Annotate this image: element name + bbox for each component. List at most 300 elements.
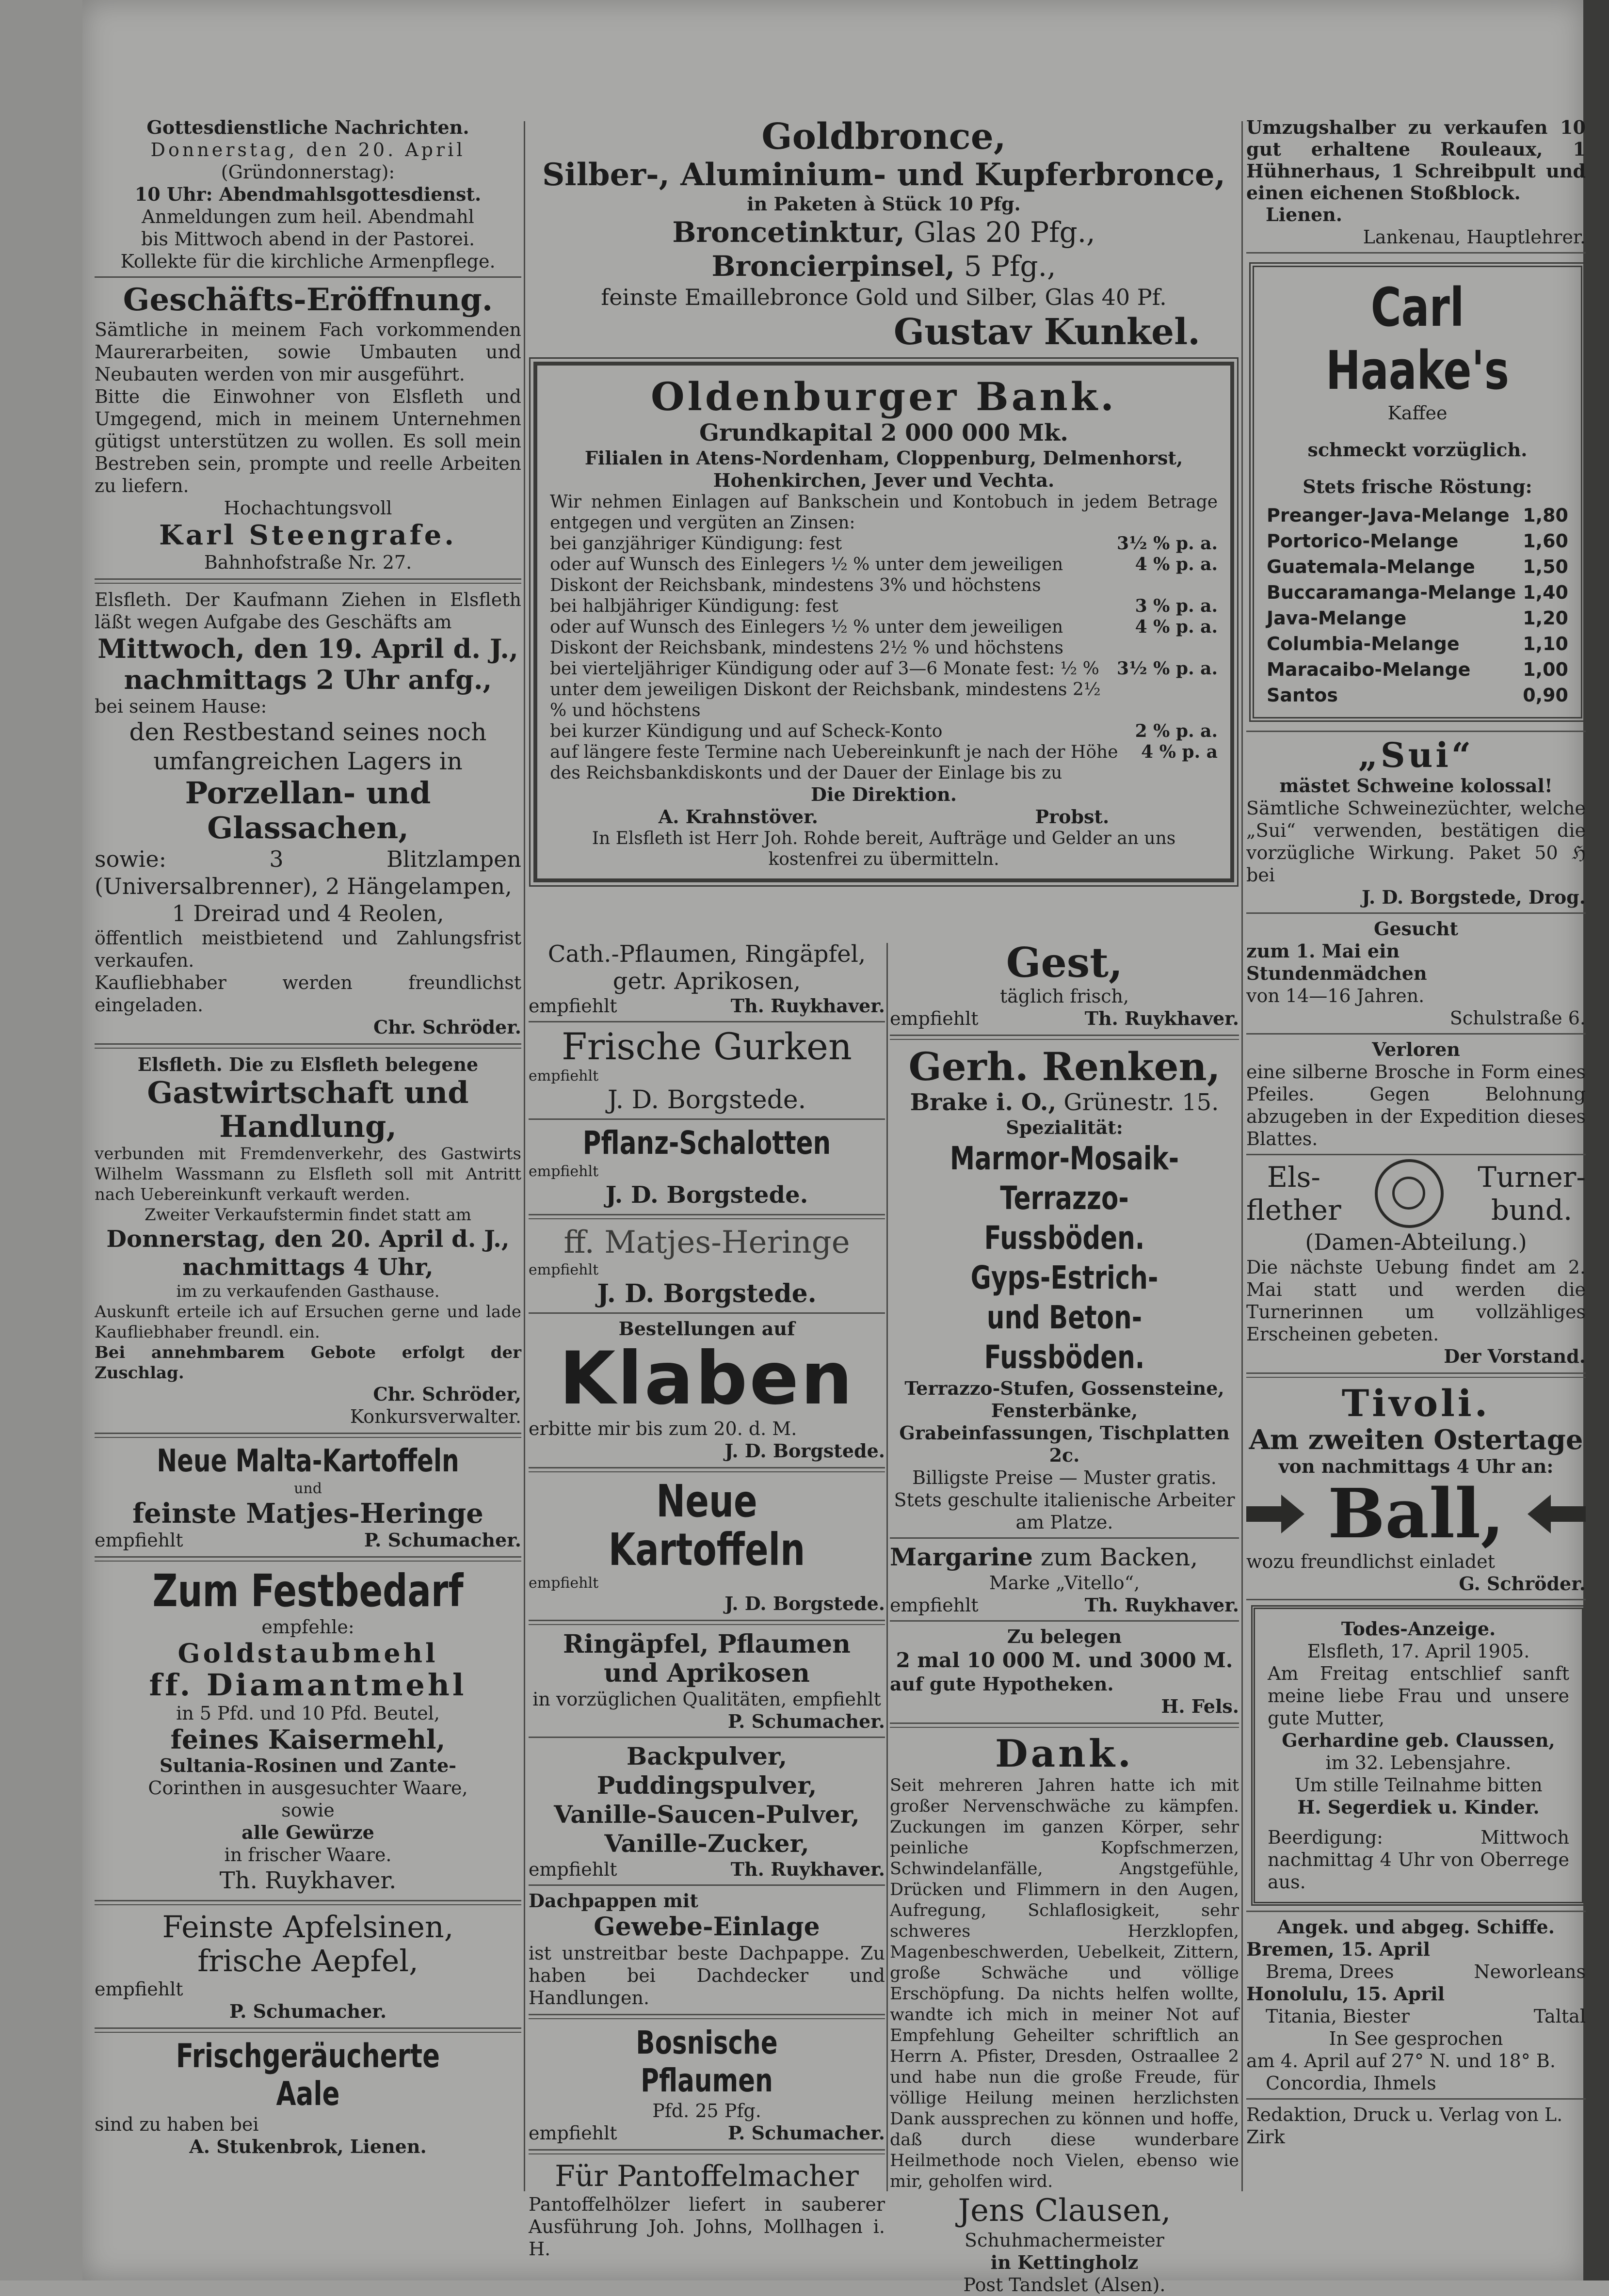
text: Terrazzo-Stufen, Gossensteine, Fensterbänke, bbox=[904, 1377, 1224, 1421]
interest-rates bbox=[550, 533, 1218, 783]
ad-geschaefts-eroeffnung bbox=[95, 282, 521, 574]
text: Donnerstag, den 20. April bbox=[150, 139, 466, 160]
text: Am Freitag entschlief sanft meine liebe Frau und unsere gute Mutter, bbox=[1268, 1663, 1569, 1729]
ad-gastwirtschaft bbox=[95, 1053, 521, 1428]
text: Post Tandslet (Alsen). bbox=[963, 2274, 1166, 2296]
signature: Th. Ruykhaver. bbox=[730, 1858, 885, 1880]
heading: Zum Festbedarf bbox=[152, 1565, 464, 1617]
signature: Gustav Kunkel. bbox=[893, 311, 1200, 353]
place: Lienen. bbox=[1266, 204, 1342, 225]
ad-matjes bbox=[529, 1224, 885, 1308]
signature: G. Schröder. bbox=[1459, 1573, 1586, 1594]
interest-term: bei ganzjähriger Kündigung: fest bbox=[550, 534, 842, 554]
destination: Neworleans bbox=[1474, 1961, 1586, 1982]
text: Zweiter Verkaufstermin findet statt am bbox=[145, 1205, 471, 1225]
text: im 32. Lebensjahre. bbox=[1325, 1752, 1512, 1773]
heading: Dank. bbox=[995, 1732, 1134, 1776]
interest-rate: 4 % p. a. bbox=[1135, 554, 1218, 574]
text: Kollekte für die kirchliche Armenpflege. bbox=[120, 251, 496, 272]
text: verbunden mit Fremdenverkehr, des Gastwirts Wilhelm Wassmann zu Elsfleth soll mit Antritt nach Uebereinkunft verkauft werden. bbox=[95, 1144, 521, 1204]
ad-auktion-ziehen bbox=[95, 589, 521, 1038]
ad-umzug bbox=[1246, 116, 1586, 248]
ad-malta-kartoffeln bbox=[95, 1443, 521, 1551]
coffee-row bbox=[1267, 657, 1568, 683]
ad-oldenburger-bank bbox=[533, 362, 1234, 882]
empfiehlt-label: empfiehlt bbox=[890, 1594, 979, 1616]
signature: H. Fels. bbox=[1161, 1695, 1239, 1717]
date: Mittwoch, den 19. April d. J., bbox=[97, 633, 518, 664]
ad-dachpappen bbox=[529, 1890, 885, 2009]
text: Corinthen in ausgesuchter Waare, bbox=[148, 1777, 468, 1799]
ad-renken bbox=[890, 1045, 1239, 1533]
heading: Gest, bbox=[1006, 939, 1123, 987]
heading: Feinste Apfelsinen, bbox=[162, 1909, 454, 1945]
interest-row bbox=[550, 596, 1218, 617]
coffee-name: Santos bbox=[1267, 685, 1338, 706]
text: Die nächste Uebung findet am 2. Mai statt und werden die Turnerinnen um vollzähliges Erscheinen gebeten. bbox=[1246, 1257, 1586, 1345]
signature: J. D. Borgstede, Drog. bbox=[1361, 886, 1586, 908]
interest-rate: 3½ % p. a. bbox=[1117, 658, 1218, 679]
text: sind zu haben bei bbox=[95, 2114, 259, 2135]
interest-row bbox=[550, 658, 1218, 721]
heading: „Sui“ bbox=[1358, 735, 1474, 775]
heading: Verloren bbox=[1372, 1038, 1460, 1060]
subheading: Kaffee bbox=[1387, 402, 1448, 424]
direktion: Die Direktion. bbox=[811, 783, 957, 805]
product: Broncierpinsel, bbox=[711, 250, 955, 283]
divider bbox=[1246, 1033, 1586, 1035]
product: Terrazzo-Fussböden. bbox=[984, 1180, 1145, 1257]
text: in Paketen à Stück 10 Pfg. bbox=[747, 193, 1021, 215]
ad-bronce bbox=[529, 116, 1239, 353]
heading: Gewebe-Einlage bbox=[594, 1912, 820, 1942]
price: Pfd. 25 Pfg. bbox=[652, 2100, 761, 2121]
ship: Titania, Biester bbox=[1266, 2006, 1410, 2027]
heading: Geschäfts-Eröffnung. bbox=[123, 282, 493, 318]
name-part: flether bbox=[1246, 1194, 1341, 1227]
divider bbox=[529, 1021, 885, 1022]
address-street: Grünestr. 15. bbox=[1063, 1089, 1219, 1116]
text: Beerdigung: Mittwoch nachmittag 4 Uhr von Oberrege aus. bbox=[1268, 1827, 1569, 1893]
time: nachmittags 4 Uhr, bbox=[182, 1254, 434, 1281]
signature: Th. Ruykhaver. bbox=[1084, 1594, 1239, 1616]
product: und Beton-Fussböden. bbox=[984, 1299, 1145, 1376]
text: Kaufliebhaber werden freundlichst eingeladen. bbox=[95, 972, 521, 1016]
text: wozu freundlichst einladet bbox=[1246, 1551, 1495, 1572]
divider bbox=[890, 1035, 1239, 1040]
text: Spezialität: bbox=[1006, 1116, 1123, 1138]
text: in Kettingholz bbox=[990, 2251, 1139, 2273]
coffee-name: Buccaramanga-Melange bbox=[1267, 582, 1516, 603]
text: Am zweiten Ostertage bbox=[1249, 1424, 1583, 1456]
heading: getr. Aprikosen, bbox=[612, 968, 801, 995]
address-city: Brake i. O., bbox=[910, 1089, 1057, 1116]
text: Um stille Teilnahme bitten bbox=[1294, 1774, 1543, 1796]
column-rule-1 bbox=[524, 121, 525, 2191]
signature: Chr. Schröder, bbox=[373, 1383, 521, 1405]
heading: Carl Haake's bbox=[1326, 276, 1509, 401]
text: Billigste Preise — Muster gratis. bbox=[912, 1467, 1217, 1488]
product: Marmor-Mosaik- bbox=[949, 1140, 1179, 1177]
column-rule-3 bbox=[1241, 121, 1243, 2191]
heading: Bosnische Pflaumen bbox=[636, 2024, 778, 2099]
coffee-price: 1,00 bbox=[1523, 659, 1568, 680]
interest-term: oder auf Wunsch des Einlegers ½ % unter dem jeweiligen Diskont der Reichsbank, mindestens 3% und höchstens bbox=[550, 555, 1063, 595]
signature: Th. Ruykhaver. bbox=[730, 995, 885, 1017]
advertiser-name: Karl Steengrafe. bbox=[159, 519, 457, 551]
divider bbox=[529, 1467, 885, 1472]
name-part: bund. bbox=[1491, 1194, 1573, 1227]
text: In Elsfleth ist Herr Joh. Rohde bereit, Aufträge und Gelder an uns kostenfrei zu übermitteln. bbox=[592, 829, 1176, 869]
product: Puddingspulver, bbox=[596, 1771, 817, 1800]
interest-rate: 4 % p. a bbox=[1141, 742, 1218, 762]
text: Pantoffelhölzer liefert in sauberer Ausführung Joh. Johns, Mollhagen i. H. bbox=[529, 2194, 885, 2260]
signature: Th. Ruykhaver. bbox=[1084, 1007, 1239, 1029]
heading: Margarine bbox=[890, 1543, 1033, 1571]
text: Porzellan- und Glassachen, bbox=[185, 775, 431, 845]
empfiehlt-label: empfiehlt bbox=[529, 1575, 599, 1592]
text: Seit mehreren Jahren hatte ich mit großer Nervenschwäche zu kämpfen. Zuckungen im ganzen Körper, sehr peinliche Kopfschmerzen, Schwindelanfälle, Angstgefühle, Drücken und Flimmern in den Augen, Aufregung, Schlaflosigkeit, sehr schweres Herzklopfen, Magenbeschwerden, Uebelkeit, Zittern, große Schwäche und völlige Erschöpfung. Da nichts helfen wollte, wandte ich mich in meiner Not auf Empfehlung Geheilter schriftlich an Herrn A. Pfister, Dresden, Ostraallee 2 und habe nun die große Freude, für völlige Heilung meinen herzlichsten Dank aussprechen zu können und hoffe, daß durch diese wunderbare Heilmethode noch Vielen, ebenso wie mir, geholfen wird. bbox=[890, 1776, 1239, 2191]
ship: Brema, Drees bbox=[1266, 1961, 1394, 1982]
heading: ff. Matjes-Heringe bbox=[563, 1225, 850, 1260]
heading: Gesucht bbox=[1374, 918, 1458, 940]
signature: Der Vorstand. bbox=[1444, 1345, 1586, 1367]
divider bbox=[95, 2027, 521, 2033]
interest-rate: 3 % p. a. bbox=[1135, 596, 1218, 616]
divider bbox=[95, 1433, 521, 1438]
text: Honolulu, 15. April bbox=[1246, 1983, 1445, 2005]
coffee-name: Columbia-Melange bbox=[1267, 633, 1460, 654]
text: mästet Schweine kolossal! bbox=[1279, 775, 1553, 797]
branches: Filialen in Atens-Nordenham, Cloppenburg, Delmenhorst, Hohenkirchen, Jever und Vechta. bbox=[584, 447, 1183, 491]
text: den Restbestand seines noch bbox=[129, 718, 487, 746]
capital: Grundkapital 2 000 000 Mk. bbox=[699, 419, 1069, 446]
divider bbox=[1246, 252, 1586, 254]
text: Dachpappen mit bbox=[529, 1890, 698, 1912]
ball-heading: Ball, bbox=[1327, 1474, 1505, 1554]
text: 10 Uhr: Abendmahlsgottesdienst. bbox=[134, 183, 482, 205]
signature: Probst. bbox=[1035, 806, 1110, 828]
text: bei seinem Hause: bbox=[95, 696, 267, 717]
heading: frische Aepfel, bbox=[197, 1943, 418, 1978]
divider bbox=[529, 1118, 885, 1120]
signature: Lankenau, Hauptlehrer. bbox=[1363, 226, 1586, 248]
column-1 bbox=[95, 116, 521, 2191]
ad-schalotten bbox=[529, 1124, 885, 1209]
text: Bremen, 15. April bbox=[1246, 1938, 1431, 1960]
signature: A. Stukenbrok, Lienen. bbox=[189, 2136, 427, 2157]
heading: Cath.-Pflaumen, Ringäpfel, bbox=[547, 941, 866, 968]
empfiehlt-label: empfiehlt bbox=[529, 1068, 599, 1084]
ad-aale bbox=[95, 2038, 521, 2158]
ad-schiffe bbox=[1246, 1916, 1586, 2094]
text: Elsfleth, 17. April 1905. bbox=[1307, 1641, 1530, 1662]
destination: Taltal bbox=[1533, 2006, 1586, 2027]
text: Anmeldungen zum heil. Abendmahl bbox=[142, 206, 474, 227]
coffee-price: 1,40 bbox=[1523, 582, 1568, 603]
pointing-hand-icon bbox=[1246, 1495, 1304, 1533]
heading: Für Pantoffelmacher bbox=[555, 2159, 859, 2193]
signature: P. Schumacher. bbox=[229, 2000, 387, 2022]
product: alle Gewürze bbox=[241, 1821, 374, 1843]
price: 5 Pfg., bbox=[964, 250, 1056, 283]
empfiehlt-label: empfiehlt bbox=[95, 1978, 183, 2000]
empfiehlt-label: empfiehlt bbox=[529, 995, 617, 1017]
divider bbox=[890, 1620, 1239, 1622]
interest-row bbox=[550, 721, 1218, 742]
coffee-row bbox=[1267, 528, 1568, 554]
interest-term: bei halbjähriger Kündigung: fest bbox=[550, 596, 838, 616]
ad-gottesdienst bbox=[95, 116, 521, 272]
text: und bbox=[294, 1480, 322, 1497]
heading: Frische Gurken bbox=[562, 1025, 852, 1068]
heading: Gerh. Renken, bbox=[908, 1044, 1221, 1089]
heading: Neue Malta-Kartoffeln bbox=[157, 1443, 459, 1479]
text: sowie: 3 Blitzlampen (Universalbrenner), 2 Hängelampen, bbox=[95, 846, 521, 899]
text: In See gesprochen bbox=[1329, 2028, 1503, 2049]
signature-role: Konkursverwalter. bbox=[350, 1406, 521, 1427]
divider bbox=[529, 1737, 885, 1738]
ad-apfelsinen bbox=[95, 1910, 521, 2023]
text: umfangreichen Lagers in bbox=[153, 747, 463, 775]
empfiehlt-label: empfiehlt bbox=[529, 1859, 617, 1880]
text: zum Backen, bbox=[1040, 1543, 1198, 1571]
signature: J. D. Borgstede. bbox=[607, 1085, 806, 1115]
interest-rate: 4 % p. a. bbox=[1135, 617, 1218, 637]
product: Vanille-Zucker, bbox=[604, 1829, 809, 1858]
column-2b bbox=[890, 939, 1239, 2296]
text: Bei annehmbarem Gebote erfolgt der Zuschlag. bbox=[95, 1343, 521, 1383]
coffee-price: 1,50 bbox=[1523, 556, 1568, 577]
ad-verloren bbox=[1246, 1038, 1586, 1150]
text: feinste Emaillebronce Gold und Silber, Glas 40 Pf. bbox=[601, 284, 1167, 310]
heading: Ringäpfel, Pflaumen bbox=[563, 1629, 851, 1659]
ad-festbedarf bbox=[95, 1566, 521, 1895]
text: am 4. April auf 27° N. und 18° B. bbox=[1246, 2050, 1556, 2072]
divider bbox=[95, 276, 521, 278]
heading: Gastwirtschaft und bbox=[147, 1075, 469, 1110]
ad-carl-haake bbox=[1249, 262, 1586, 722]
coffee-price: 1,60 bbox=[1523, 530, 1568, 552]
ad-backpulver bbox=[529, 1742, 885, 1881]
signature: J. D. Borgstede. bbox=[724, 1593, 885, 1614]
heading: Zu belegen bbox=[1007, 1626, 1122, 1647]
coffee-row bbox=[1267, 580, 1568, 606]
heading: und Aprikosen bbox=[604, 1658, 810, 1688]
text: in vorzüglichen Qualitäten, empfiehlt bbox=[532, 1689, 881, 1710]
divider bbox=[1246, 2098, 1586, 2100]
empfiehlt-label: empfiehlt bbox=[529, 1261, 599, 1278]
date: Donnerstag, den 20. April d. J., bbox=[106, 1226, 510, 1253]
divider bbox=[1246, 1154, 1586, 1155]
text: Marke „Vitello“, bbox=[989, 1572, 1140, 1594]
coffee-name: Guatemala-Melange bbox=[1267, 556, 1475, 577]
signature: J. D. Borgstede. bbox=[597, 1279, 817, 1308]
interest-term: oder auf Wunsch des Einlegers ½ % unter dem jeweiligen Diskont der Reichsbank, mindestens 2½ % und höchstens bbox=[550, 617, 1063, 658]
product: ff. Diamantmehl bbox=[149, 1667, 467, 1703]
coffee-name: Preanger-Java-Melange bbox=[1267, 505, 1510, 526]
empfiehlt-label: empfiehlt bbox=[890, 1008, 979, 1029]
heading: Klaben bbox=[559, 1337, 854, 1421]
divider bbox=[95, 578, 521, 584]
signature: J. D. Borgstede. bbox=[724, 1440, 885, 1462]
divider bbox=[529, 1214, 885, 1219]
time: nachmittags 2 Uhr anfg., bbox=[124, 664, 492, 695]
text: von nachmittags 4 Uhr an: bbox=[1278, 1455, 1554, 1477]
product: Goldstaubmehl bbox=[177, 1638, 438, 1669]
pointing-hand-icon bbox=[1528, 1495, 1586, 1533]
ad-bosnische-pflaumen bbox=[529, 2024, 885, 2144]
ad-turnerbund bbox=[1246, 1159, 1586, 1368]
signature: J. D. Borgstede. bbox=[605, 1181, 808, 1209]
heading: Silber-, Aluminium- und Kupferbronce, bbox=[542, 157, 1225, 193]
product: Sultania-Rosinen und Zante- bbox=[159, 1754, 457, 1776]
ad-kartoffeln bbox=[529, 1477, 885, 1615]
heading: Pflanz-Schalotten bbox=[582, 1124, 831, 1162]
signature: Th. Ruykhaver. bbox=[219, 1867, 397, 1894]
interest-rate: 3½ % p. a. bbox=[1117, 533, 1218, 554]
coffee-price: 1,80 bbox=[1523, 505, 1568, 526]
price-list bbox=[1267, 503, 1568, 708]
divider bbox=[1246, 912, 1586, 914]
divider bbox=[529, 1620, 885, 1625]
coffee-name: Maracaibo-Melange bbox=[1267, 659, 1471, 680]
coffee-name: Portorico-Melange bbox=[1267, 530, 1459, 552]
page-left-margin bbox=[0, 0, 82, 2280]
ad-gurken bbox=[529, 1026, 885, 1115]
text: im zu verkaufenden Gasthause. bbox=[176, 1282, 440, 1301]
text: zum 1. Mai ein Stundenmädchen bbox=[1246, 940, 1427, 984]
coffee-row bbox=[1267, 683, 1568, 708]
name-part: Turner- bbox=[1478, 1161, 1586, 1194]
text: erbitte mir bis zum 20. d. M. bbox=[529, 1418, 797, 1439]
interest-rate: 2 % p. a. bbox=[1135, 721, 1218, 741]
column-2a bbox=[529, 941, 885, 2260]
ad-klaben bbox=[529, 1318, 885, 1462]
coffee-row bbox=[1267, 503, 1568, 528]
text: Bitte die Einwohner von Elsfleth und Umgegend, mich in meinem Unternehmen gütigst unterstützen zu wollen. Es soll mein Bestreben sein, prompte und reelle Arbeiten zu liefern. bbox=[95, 386, 521, 496]
product: Backpulver, bbox=[626, 1742, 788, 1770]
ad-tivoli bbox=[1246, 1383, 1586, 1595]
coffee-price: 1,20 bbox=[1523, 607, 1568, 629]
text: Elsfleth. Der Kaufmann Ziehen in Elsfleth läßt wegen Aufgabe des Geschäfts am bbox=[95, 589, 521, 633]
text: Auskunft erteile ich auf Ersuchen gerne und lade Kaufliebhaber freundl. ein. bbox=[95, 1302, 521, 1342]
ad-sui bbox=[1246, 736, 1586, 909]
text: empfehle: bbox=[261, 1616, 354, 1638]
coffee-name: Java-Melange bbox=[1267, 607, 1407, 629]
ad-dank bbox=[890, 1733, 1239, 2296]
divider bbox=[529, 1884, 885, 1886]
ship: Concordia, Ihmels bbox=[1266, 2073, 1436, 2094]
signature: P. Schumacher. bbox=[364, 1529, 521, 1551]
interest-row bbox=[550, 554, 1218, 596]
heading: Gottesdienstliche Nachrichten. bbox=[146, 116, 469, 138]
subheading: (Damen-Abteilung.) bbox=[1305, 1229, 1527, 1255]
heading: Goldbronce, bbox=[761, 116, 1006, 158]
divider bbox=[1246, 731, 1586, 732]
column-3 bbox=[1246, 116, 1586, 2191]
product: Gyps-Estrich- bbox=[970, 1259, 1158, 1296]
divider bbox=[1246, 1599, 1586, 1600]
product: Vanille-Saucen-Pulver, bbox=[554, 1800, 860, 1829]
divider bbox=[1246, 1372, 1586, 1378]
divider bbox=[890, 1722, 1239, 1728]
ad-ringaepfel bbox=[529, 1630, 885, 1733]
ad-gest bbox=[890, 941, 1239, 1030]
text: ist unstreitbar beste Dachpappe. Zu haben bei Dachdecker und Handlungen. bbox=[529, 1943, 885, 2009]
divider bbox=[529, 1312, 885, 1314]
subheading: feinste Matjes-Heringe bbox=[132, 1498, 483, 1530]
text: Umzugshalber zu verkaufen 10 gut erhaltene Rouleaux, 1 Hühnerhaus, 1 Schreibpult und einen eichenen Stoßblock. bbox=[1246, 116, 1586, 204]
text: eine silberne Brosche in Form eines Pfeiles. Gegen Belohnung abzugeben in der Expedition dieses Blattes. bbox=[1246, 1061, 1586, 1149]
ad-pflaumen bbox=[529, 941, 885, 1017]
text: Sämtliche Schweinezüchter, welche „Sui“ verwenden, bestätigen die vorzügliche Wirkung. Paket 50 ℌ bei bbox=[1246, 797, 1586, 886]
text: in 5 Pfd. und 10 Pfd. Beutel, bbox=[176, 1703, 440, 1724]
text: auf gute Hypotheken. bbox=[890, 1673, 1114, 1695]
text: 2 mal 10 000 M. und 3000 M. bbox=[896, 1648, 1233, 1672]
price: Glas 20 Pfg., bbox=[914, 216, 1095, 249]
coffee-price: 1,10 bbox=[1523, 633, 1568, 654]
coffee-row bbox=[1267, 554, 1568, 580]
address: Bahnhofstraße Nr. 27. bbox=[204, 552, 412, 573]
text: Grabeinfassungen, Tischplatten 2c. bbox=[899, 1422, 1230, 1466]
divider bbox=[529, 2149, 885, 2154]
name: Gerhardine geb. Claussen, bbox=[1282, 1729, 1555, 1751]
ad-margarine bbox=[890, 1543, 1239, 1616]
interest-term: bei vierteljähriger Kündigung oder auf 3—6 Monate fest: ½ % unter dem jeweiligen Diskont der Reichsbank, mindestens 2½ % und höchstens bbox=[550, 659, 1101, 720]
divider bbox=[890, 1537, 1239, 1539]
signature: A. Krahnstöver. bbox=[658, 806, 818, 828]
text: Hochachtungsvoll bbox=[224, 497, 392, 519]
signature: P. Schumacher. bbox=[727, 2122, 885, 2144]
text: bis Mittwoch abend in der Pastorei. bbox=[141, 228, 475, 250]
ad-hypotheken bbox=[890, 1626, 1239, 1718]
divider bbox=[95, 1043, 521, 1049]
divider bbox=[1246, 1911, 1586, 1912]
product: feines Kaisermehl, bbox=[170, 1724, 446, 1755]
empfiehlt-label: empfiehlt bbox=[529, 2122, 617, 2144]
signature: Chr. Schröder. bbox=[373, 1016, 521, 1038]
text: (Gründonnerstag): bbox=[221, 161, 395, 183]
product: Broncetinktur, bbox=[672, 216, 905, 249]
interest-term: bei kurzer Kündigung und auf Scheck-Konto bbox=[550, 721, 943, 741]
coffee-row bbox=[1267, 631, 1568, 657]
heading: Frischgeräucherte Aale bbox=[176, 2037, 440, 2113]
coffee-row bbox=[1267, 606, 1568, 631]
page-binding-edge bbox=[1583, 0, 1609, 2280]
text: Sämtliche in meinem Fach vorkommenden Maurerarbeiten, sowie Umbauten und Neubauten werden von mir ausgeführt. bbox=[95, 319, 521, 385]
divider bbox=[95, 1900, 521, 1905]
ad-pantoffelmacher bbox=[529, 2159, 885, 2260]
divider bbox=[95, 1556, 521, 1562]
text: Stets frische Röstung: bbox=[1303, 476, 1532, 497]
name-part: Els- bbox=[1267, 1161, 1320, 1194]
address: Schulstraße 6. bbox=[1449, 1007, 1586, 1029]
interest-row bbox=[550, 742, 1218, 783]
turnerbund-emblem-icon bbox=[1375, 1159, 1444, 1228]
ad-todesanzeige bbox=[1251, 1605, 1586, 1906]
empfiehlt-label: empfiehlt bbox=[529, 1163, 599, 1180]
text: 1 Dreirad und 4 Reolen, bbox=[172, 900, 444, 926]
text: Bestellungen auf bbox=[618, 1318, 795, 1339]
text: Stets geschulte italienische Arbeiter am Platze. bbox=[894, 1489, 1235, 1533]
empfiehlt-label: empfiehlt bbox=[95, 1530, 183, 1551]
text: täglich frisch, bbox=[999, 986, 1129, 1007]
interest-term: auf längere feste Termine nach Uebereinkunft je nach der Höhe des Reichsbankdiskonts und der Dauer der Einlage bis zu bbox=[550, 742, 1118, 783]
text: Schuhmachermeister bbox=[965, 2230, 1164, 2251]
coffee-price: 0,90 bbox=[1523, 685, 1568, 706]
signature: P. Schumacher. bbox=[727, 1710, 885, 1732]
